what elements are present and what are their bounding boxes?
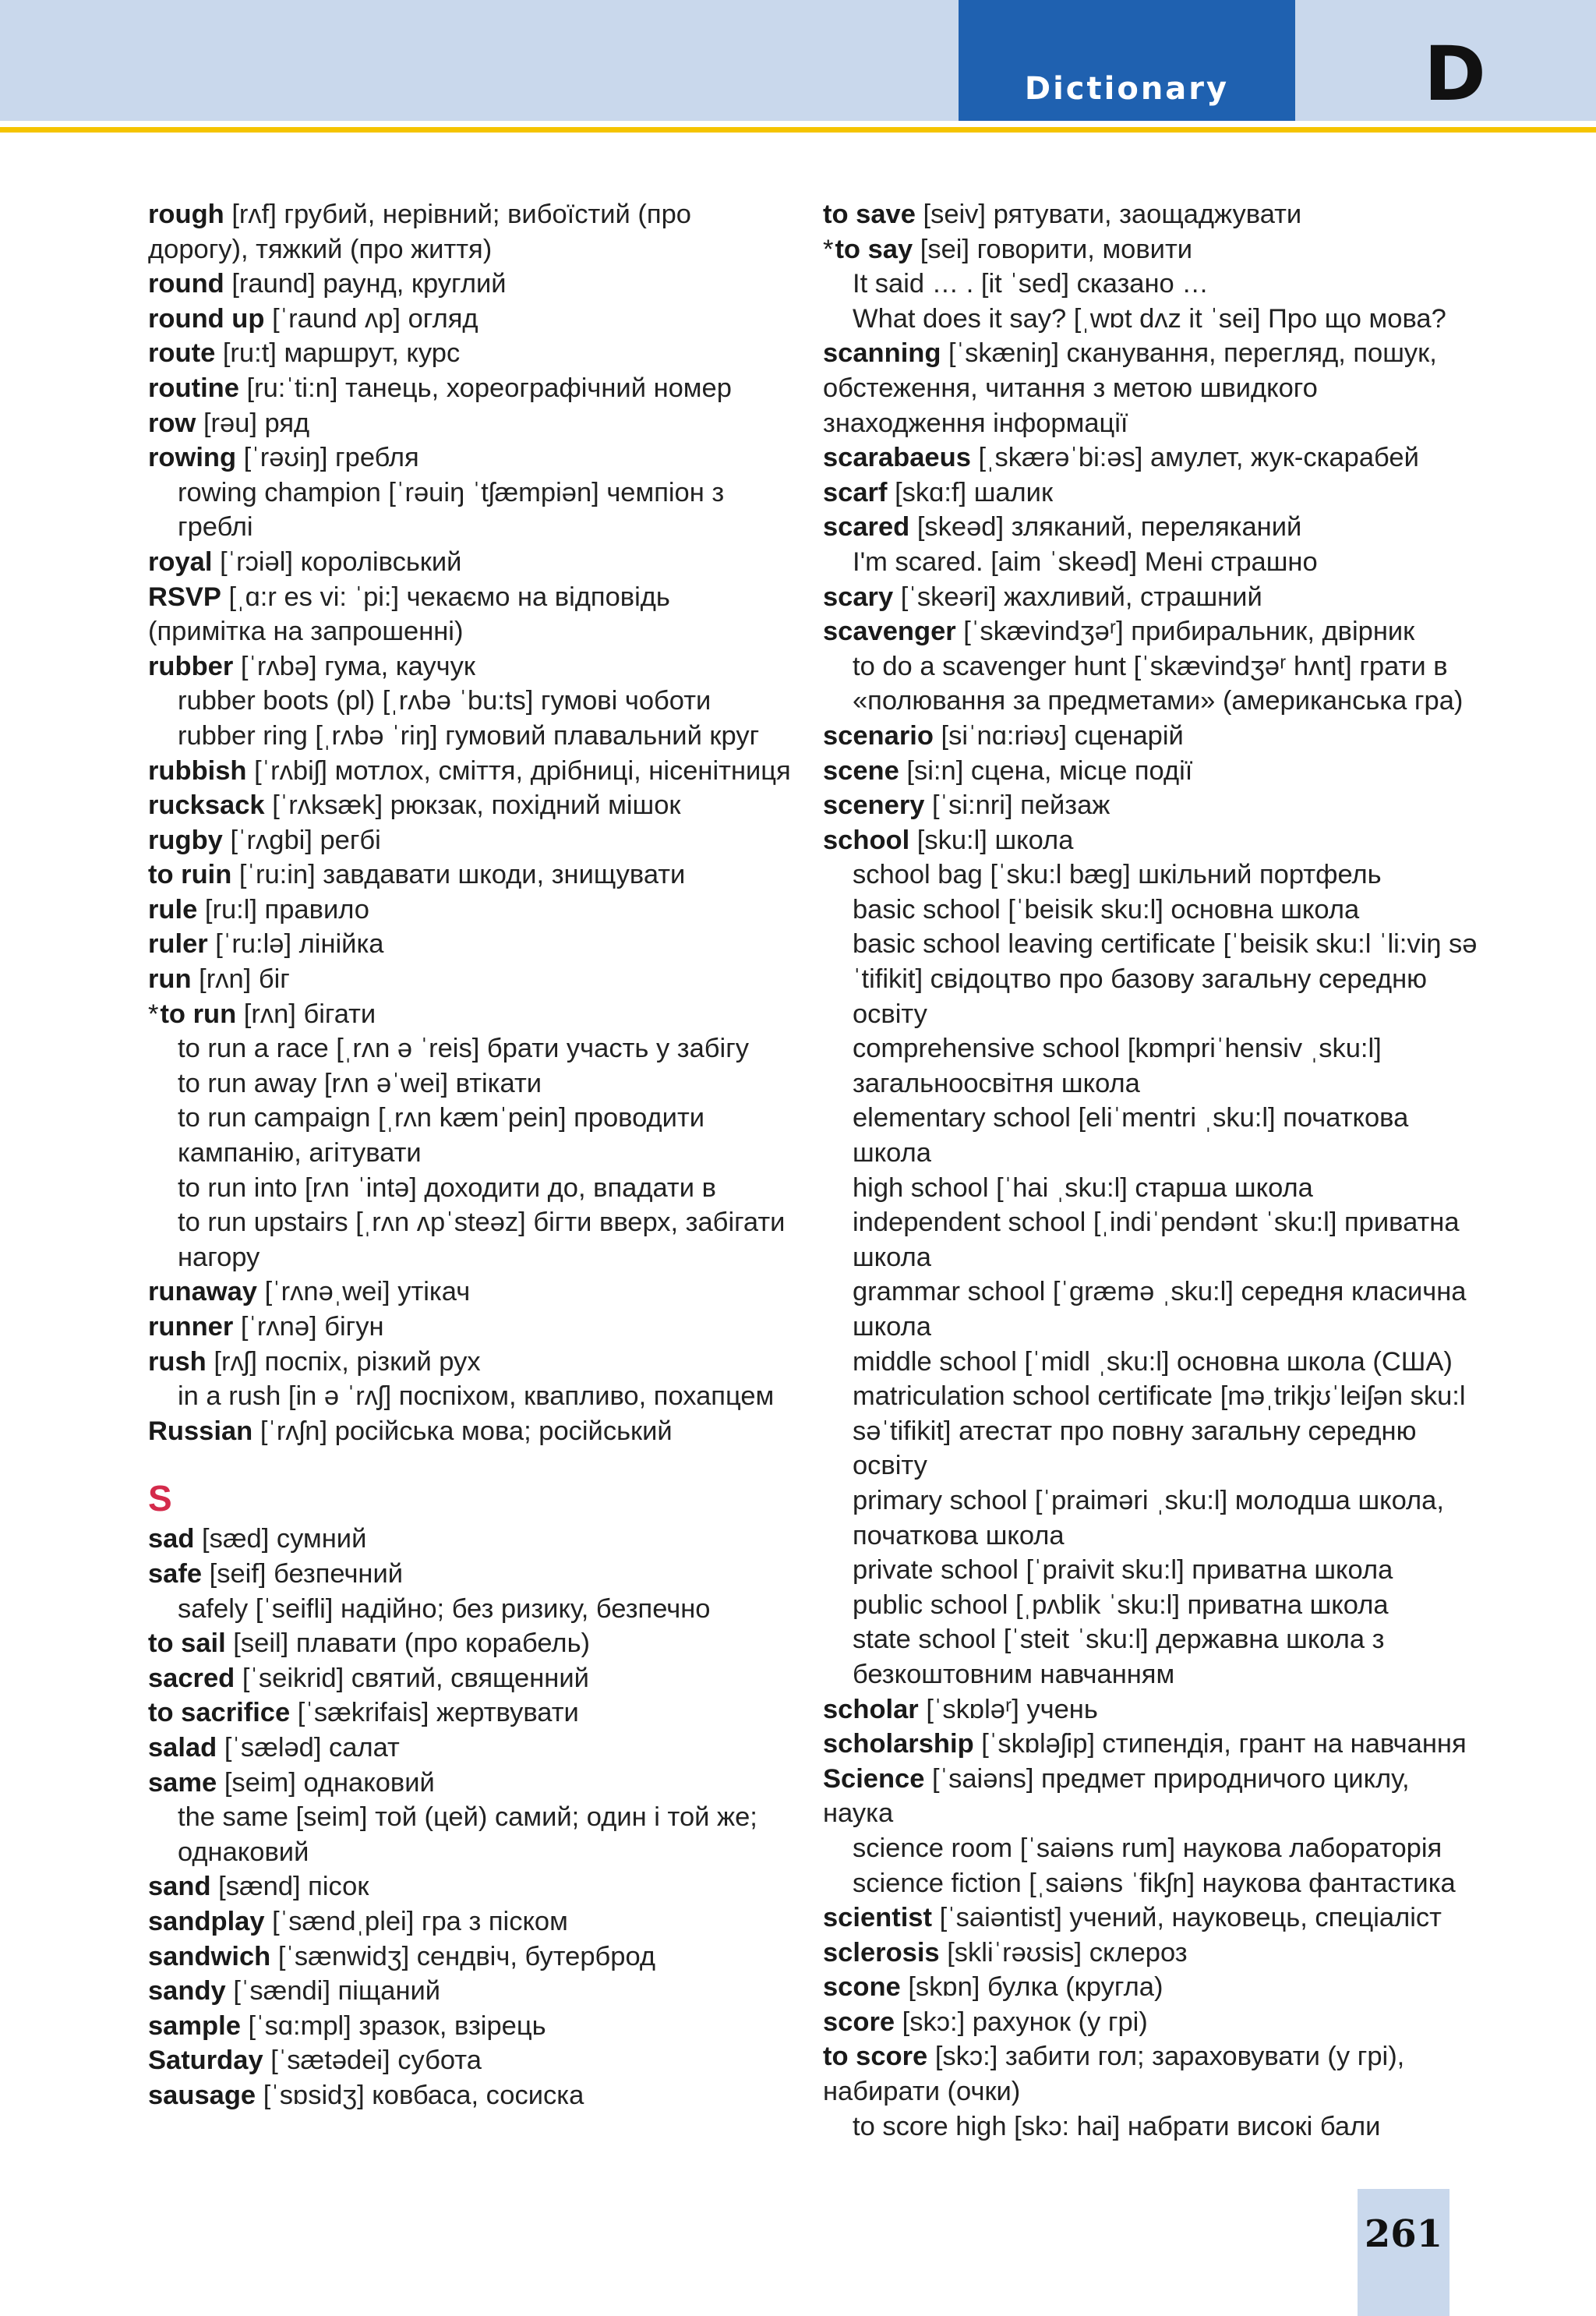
dictionary-entry [823, 440, 1478, 476]
transcription-translation: [skɑ:f] шалик [895, 477, 1054, 507]
phrase-translation: to run away [rʌn əˈwei] втікати [178, 1068, 542, 1098]
dictionary-entry [148, 580, 795, 649]
section-heading: S [148, 1478, 172, 1519]
transcription-translation: [skeəd] зляканий, переляканий [916, 512, 1302, 543]
dictionary-subentry [148, 1592, 795, 1627]
phrase-translation: primary school [ˈpraiməri ˌsku:l] молодша школа, початкова школа [853, 1485, 1444, 1550]
dictionary-entry [148, 302, 795, 337]
headword: to run [160, 999, 237, 1029]
dictionary-entry [148, 1310, 795, 1345]
dictionary-subentry [148, 1031, 795, 1066]
dictionary-entry [148, 336, 795, 371]
transcription-translation: [skɔ:] рахунок (у грі) [902, 2007, 1148, 2037]
transcription-translation: [ˈskæniŋ] сканування, перегляд, пошук, обстеження, читання з метою швидкого знаходження інформації [823, 338, 1437, 438]
dictionary-subentry [823, 649, 1478, 719]
phrase-translation: school bag [ˈsku:l bæg] шкільний портфель [853, 860, 1382, 890]
headword: scone [823, 1972, 901, 2003]
headword: scared [823, 512, 910, 543]
dictionary-entry [148, 927, 795, 962]
dictionary-subentry [823, 267, 1478, 302]
headword: rubbish [148, 755, 247, 786]
transcription-translation: [seiv] рятувати, заощаджувати [923, 200, 1302, 229]
dictionary-subentry [823, 1553, 1478, 1588]
dictionary-entry [148, 1414, 795, 1449]
transcription-translation: [ˈru:lə] лінійка [215, 929, 384, 960]
transcription-translation: [ˈsætədei] субота [270, 2046, 482, 2076]
transcription-translation: [ˈrʌbiʃ] мотлох, сміття, дрібниці, нісенітниця [254, 755, 791, 786]
dictionary-entry [823, 1901, 1478, 1936]
dictionary-entry [823, 1727, 1478, 1762]
phrase-translation: elementary school [eliˈmentri ˌsku:l] початкова школа [853, 1103, 1409, 1169]
transcription-translation: [ˈru:in] завдавати шкоди, знищувати [238, 860, 686, 890]
transcription-translation: [si:n] сцена, місце події [906, 755, 1193, 786]
dictionary-entry [823, 510, 1478, 545]
dictionary-entry [148, 440, 795, 476]
headword: scary [823, 582, 894, 612]
headword: royal [148, 546, 213, 577]
headword: ruler [148, 929, 208, 960]
headword: rule [148, 894, 198, 925]
irregular-verb-mark: * [148, 999, 159, 1029]
dictionary-subentry [823, 857, 1478, 893]
headword: runaway [148, 1277, 257, 1307]
headword: sclerosis [823, 1937, 940, 1968]
dictionary-subentry [823, 1866, 1478, 1901]
headword: to ruin [148, 860, 232, 890]
headword: score [823, 2007, 895, 2037]
dictionary-entry [148, 1275, 795, 1310]
headword: scenario [823, 720, 934, 751]
headword: sad [148, 1524, 195, 1554]
phrase-translation: basic school [ˈbeisik sku:l] основна школа [853, 894, 1360, 925]
dictionary-entry [823, 197, 1478, 232]
dictionary-subentry [823, 1831, 1478, 1866]
dictionary-entry [823, 336, 1478, 440]
dictionary-entry [823, 823, 1478, 858]
transcription-translation: [skliˈrəʊsis] склероз [947, 1937, 1188, 1968]
dictionary-entry [148, 962, 795, 997]
transcription-translation: [ru:l] правило [204, 894, 369, 925]
dictionary-entry [823, 1762, 1478, 1831]
transcription-translation: [rʌʃ] поспіх, різкий рух [214, 1346, 481, 1377]
headword: rucksack [148, 790, 265, 821]
dictionary-subentry [148, 719, 795, 754]
phrase-translation: middle school [ˈmidl ˌsku:l] основна школа (США) [853, 1346, 1453, 1377]
headword: route [148, 338, 216, 369]
headword: to save [823, 200, 916, 229]
headword: rugby [148, 825, 223, 855]
transcription-translation: [ˈseikrid] святий, священний [242, 1663, 589, 1693]
transcription-translation: [siˈnɑ:riəʊ] сценарій [941, 720, 1184, 751]
headword: Russian [148, 1416, 253, 1446]
dictionary-entry [823, 754, 1478, 789]
phrase-translation: private school [ˈpraivit sku:l] приватна школа [853, 1555, 1393, 1586]
dictionary-subentry [823, 1483, 1478, 1553]
dictionary-subentry [823, 2109, 1478, 2145]
headword: school [823, 825, 910, 855]
dictionary-entry [148, 2043, 795, 2078]
dictionary-entry [148, 406, 795, 441]
transcription-translation: [ˌɑ:r es vi: ˈpi:] чекаємо на відповідь (примітка на запрошенні) [148, 582, 670, 647]
dictionary-entry [148, 1661, 795, 1696]
headword: scarf [823, 477, 888, 507]
dictionary-entry [148, 1557, 795, 1592]
dictionary-entry [823, 2039, 1478, 2109]
transcription-translation: [sænd] пісок [218, 1872, 369, 1902]
headword: scene [823, 755, 899, 786]
phrase-translation: basic school leaving certificate [ˈbeisik sku:l ˈli:viŋ səˈtifikit] свідоцтво про базову загальну середню освіту [853, 929, 1478, 1029]
transcription-translation: [ˈsænwidʒ] сендвіч, бутерброд [277, 1941, 656, 1971]
transcription-translation: [ru:t] маршрут, курс [222, 338, 461, 369]
right-column [823, 197, 1478, 2144]
transcription-translation: [ˈsækrifais] жертвувати [297, 1698, 579, 1728]
phrase-translation: safely [ˈseifli] надійно; без ризику, безпечно [178, 1593, 711, 1624]
dictionary-entry [148, 1939, 795, 1975]
phrase-translation: I'm scared. [aim ˈskeəd] Мені страшно [853, 546, 1318, 577]
dictionary-entry [148, 893, 795, 928]
phrase-translation: rowing champion [ˈrəuiŋ ˈtʃæmpiən] чемпіон з греблі [178, 477, 725, 543]
transcription-translation: [rʌn] бігати [243, 999, 376, 1029]
irregular-verb-mark: * [823, 234, 834, 264]
headword: row [148, 408, 196, 438]
transcription-translation: [ˈskeəri] жахливий, страшний [900, 582, 1262, 612]
transcription-translation: [sku:l] школа [916, 825, 1074, 855]
dictionary-subentry [823, 302, 1478, 337]
dictionary-entry [823, 719, 1478, 754]
headword: scholarship [823, 1729, 974, 1759]
headword: scientist [823, 1903, 932, 1933]
headword: rush [148, 1346, 207, 1377]
transcription-translation: [sei] говорити, мовити [920, 234, 1193, 264]
dictionary-entry [148, 1522, 795, 1557]
dictionary-subentry [148, 1800, 795, 1869]
headword: round [148, 269, 224, 299]
dictionary-entry [148, 754, 795, 789]
transcription-translation: [ˈrʌgbi] регбі [230, 825, 381, 855]
dictionary-entry [148, 2009, 795, 2044]
headword: RSVP [148, 582, 221, 612]
transcription-translation: [ˈsɑ:mpl] зразок, взірець [248, 2010, 546, 2041]
phrase-translation: science room [ˈsaiəns rum] наукова лабораторія [853, 1833, 1442, 1863]
dictionary-entry [148, 371, 795, 406]
headword: sandwich [148, 1941, 271, 1971]
section-title: Dictionary [1024, 71, 1230, 107]
transcription-translation: [seil] плавати (про корабель) [233, 1628, 591, 1659]
dictionary-subentry [823, 1622, 1478, 1692]
transcription-translation: [ˈskɒləʳ] учень [926, 1694, 1098, 1724]
dictionary-entry [823, 232, 1478, 267]
dictionary-subentry [823, 1588, 1478, 1623]
headword: rough [148, 200, 224, 229]
phrase-translation: state school [ˈsteit ˈsku:l] державна школа з безкоштовним навчанням [853, 1625, 1385, 1689]
phrase-translation: high school [ˈhai ˌsku:l] старша школа [853, 1172, 1313, 1203]
dictionary-entry [148, 649, 795, 684]
headword: salad [148, 1732, 217, 1763]
dictionary-subentry [823, 1345, 1478, 1380]
headword: to sacrifice [148, 1698, 291, 1728]
headword: same [148, 1767, 217, 1798]
dictionary-entry [148, 267, 795, 302]
phrase-translation: to score high [skɔ: hai] набрати високі бали [853, 2111, 1381, 2141]
dictionary-subentry [148, 1379, 795, 1414]
transcription-translation: [ˈsændi] піщаний [233, 1976, 441, 2007]
transcription-translation: [ˈsæləd] салат [224, 1732, 400, 1763]
headword: to score [823, 2042, 928, 2072]
phrase-translation: matriculation school certificate [məˌtrikjʊˈleiʃən sku:l səˈtifikit] атестат про повну загальну середню освіту [853, 1381, 1466, 1481]
dictionary-entry [148, 1869, 795, 1904]
transcription-translation: [ˈrʌksæk] рюкзак, похідний мішок [272, 790, 681, 821]
phrase-translation: public school [ˌpʌblik ˈsku:l] приватна школа [853, 1589, 1389, 1620]
transcription-translation: [rəu] ряд [203, 408, 310, 438]
headword: sandy [148, 1976, 226, 2007]
transcription-translation: [sæd] сумний [202, 1524, 367, 1554]
transcription-translation: [skɒn] булка (кругла) [908, 1972, 1163, 2003]
transcription-translation: [ˌskærəˈbi:əs] амулет, жук-скарабей [978, 443, 1419, 473]
headword: sacred [148, 1663, 235, 1693]
dictionary-subentry [823, 1275, 1478, 1344]
dictionary-subentry [148, 1066, 795, 1101]
transcription-translation: [ˈrʌnəˌwei] утікач [264, 1277, 471, 1307]
phrase-translation: rubber boots (pl) [ˌrʌbə ˈbu:ts] гумові чоботи [178, 686, 711, 716]
headword: rowing [148, 443, 237, 473]
dictionary-subentry [823, 1031, 1478, 1101]
dictionary-entry [823, 788, 1478, 823]
page-number-box [1358, 2189, 1449, 2316]
transcription-translation: [ˈskævindʒəʳ] прибиральник, двірник [963, 617, 1415, 647]
phrase-translation: to do a scavenger hunt [ˈskævindʒəʳ hʌnt] грати в «полювання за предметами» (американська гра) [853, 651, 1464, 716]
headword: runner [148, 1312, 234, 1342]
dictionary-entry [148, 857, 795, 893]
transcription-translation: [ˈsaiəntist] учений, науковець, спеціаліст [939, 1903, 1442, 1933]
headword: scarabaeus [823, 443, 971, 473]
dictionary-subentry [148, 1101, 795, 1170]
transcription-translation: [ˈsɒsidʒ] ковбаса, сосиска [263, 2080, 584, 2110]
dictionary-subentry [823, 1171, 1478, 1206]
transcription-translation: [skɔ:] забити гол; зараховувати (у грі), набирати (очки) [823, 2042, 1405, 2107]
headword: scholar [823, 1694, 919, 1724]
dictionary-subentry [148, 1205, 795, 1275]
dictionary-subentry [148, 1171, 795, 1206]
headword: routine [148, 373, 239, 403]
dictionary-entry [823, 580, 1478, 615]
headword: sand [148, 1872, 211, 1902]
transcription-translation: [raund] раунд, круглий [231, 269, 507, 299]
dictionary-subentry [823, 1101, 1478, 1170]
dictionary-subentry [148, 684, 795, 719]
dictionary-subentry [823, 545, 1478, 580]
headword: sandplay [148, 1906, 265, 1936]
transcription-translation: [seim] однаковий [224, 1767, 435, 1798]
dictionary-subentry [823, 927, 1478, 1031]
headword: scenery [823, 790, 925, 821]
transcription-translation: [seif] безпечний [209, 1558, 404, 1589]
dictionary-entry [148, 1626, 795, 1661]
dictionary-entry [823, 476, 1478, 511]
dictionary-entry [148, 1766, 795, 1801]
headword: to sail [148, 1628, 226, 1659]
section-letter-badge: D [1424, 30, 1486, 118]
dictionary-entry [823, 1936, 1478, 1971]
phrase-translation: the same [seim] той (цей) самий; один і той же; однаковий [178, 1802, 757, 1867]
headword: scavenger [823, 617, 956, 647]
phrase-translation: comprehensive school [kɒmpriˈhensiv ˌsku:l] загальноосвітня школа [853, 1034, 1382, 1098]
headword: round up [148, 303, 265, 334]
dictionary-entry [823, 614, 1478, 649]
phrase-translation: rubber ring [ˌrʌbə ˈriŋ] гумовий плавальний круг [178, 720, 760, 751]
dictionary-subentry [823, 1379, 1478, 1483]
headword: Science [823, 1763, 925, 1794]
dictionary-subentry [148, 476, 795, 545]
headword: to say [835, 234, 913, 264]
headword: run [148, 964, 192, 995]
transcription-translation: [ˈrʌnə] бігун [240, 1312, 384, 1342]
headword: rubber [148, 651, 234, 681]
phrase-translation: What does it say? [ˌwɒt dʌz it ˈsei] Про що мова? [853, 303, 1446, 334]
phrase-translation: to run upstairs [ˌrʌn ʌpˈsteəz] бігти вверх, забігати нагору [178, 1208, 786, 1272]
dictionary-entry [148, 1731, 795, 1766]
dictionary-entry [148, 1695, 795, 1731]
headword: sausage [148, 2080, 256, 2110]
dictionary-entry [148, 788, 795, 823]
dictionary-entry [148, 1974, 795, 2009]
transcription-translation: [rʌn] біг [199, 964, 290, 995]
phrase-translation: It said … . [it ˈsed] сказано … [853, 269, 1209, 299]
section-tab [959, 0, 1295, 121]
dictionary-entry [823, 1970, 1478, 2005]
transcription-translation: [ˈrəʊiŋ] гребля [243, 443, 419, 473]
phrase-translation: science fiction [ˌsaiəns ˈfikʃn] наукова фантастика [853, 1868, 1456, 1898]
dictionary-entry [148, 1904, 795, 1939]
headword: scanning [823, 338, 941, 369]
phrase-translation: to run campaign [ˌrʌn kæmˈpein] проводити кампанію, агітувати [178, 1103, 705, 1169]
dictionary-subentry [823, 893, 1478, 928]
dictionary-entry [148, 2078, 795, 2113]
phrase-translation: to run into [rʌn ˈintə] доходити до, впадати в [178, 1172, 716, 1203]
dictionary-subentry [823, 1205, 1478, 1275]
dictionary-entry [148, 997, 795, 1032]
header-rule [0, 127, 1596, 133]
dictionary-entry [148, 197, 795, 267]
phrase-translation: to run a race [ˌrʌn ə ˈreis] брати участь у забігу [178, 1034, 750, 1064]
transcription-translation: [ˈrɔiəl] королівський [220, 546, 462, 577]
headword: safe [148, 1558, 203, 1589]
transcription-translation: [ˈskɒləʃip] стипендія, грант на навчання [981, 1729, 1467, 1759]
transcription-translation: [ˈsændˌplei] гра з піском [272, 1906, 568, 1936]
dictionary-entry [148, 545, 795, 580]
phrase-translation: in a rush [in ə ˈrʌʃ] поспіхом, квапливо, похапцем [178, 1381, 775, 1412]
header-band [0, 0, 1596, 121]
dictionary-entry [148, 1345, 795, 1380]
transcription-translation: [ˈsaiəns] предмет природничого циклу, наука [823, 1763, 1410, 1829]
transcription-translation: [rʌf] грубий, нерівний; вибоїстий (про дорогу), тяжкий (про життя) [148, 200, 691, 264]
left-column [148, 197, 795, 2113]
page-number: 261 [1364, 2212, 1443, 2256]
headword: sample [148, 2010, 241, 2041]
transcription-translation: [ˈraund ʌp] огляд [272, 303, 478, 334]
headword: Saturday [148, 2046, 263, 2076]
dictionary-entry [823, 2005, 1478, 2040]
phrase-translation: grammar school [ˈgræmə ˌsku:l] середня класична школа [853, 1277, 1467, 1342]
dictionary-entry [148, 823, 795, 858]
transcription-translation: [ˈsi:nri] пейзаж [932, 790, 1110, 821]
dictionary-entry [823, 1692, 1478, 1727]
transcription-translation: [ru:ˈti:n] танець, хореографічний номер [246, 373, 732, 403]
transcription-translation: [ˈrʌbə] гума, каучук [240, 651, 475, 681]
phrase-translation: independent school [ˌindiˈpendənt ˈsku:l] приватна школа [853, 1208, 1460, 1272]
transcription-translation: [ˈrʌʃn] російська мова; російський [260, 1416, 673, 1446]
